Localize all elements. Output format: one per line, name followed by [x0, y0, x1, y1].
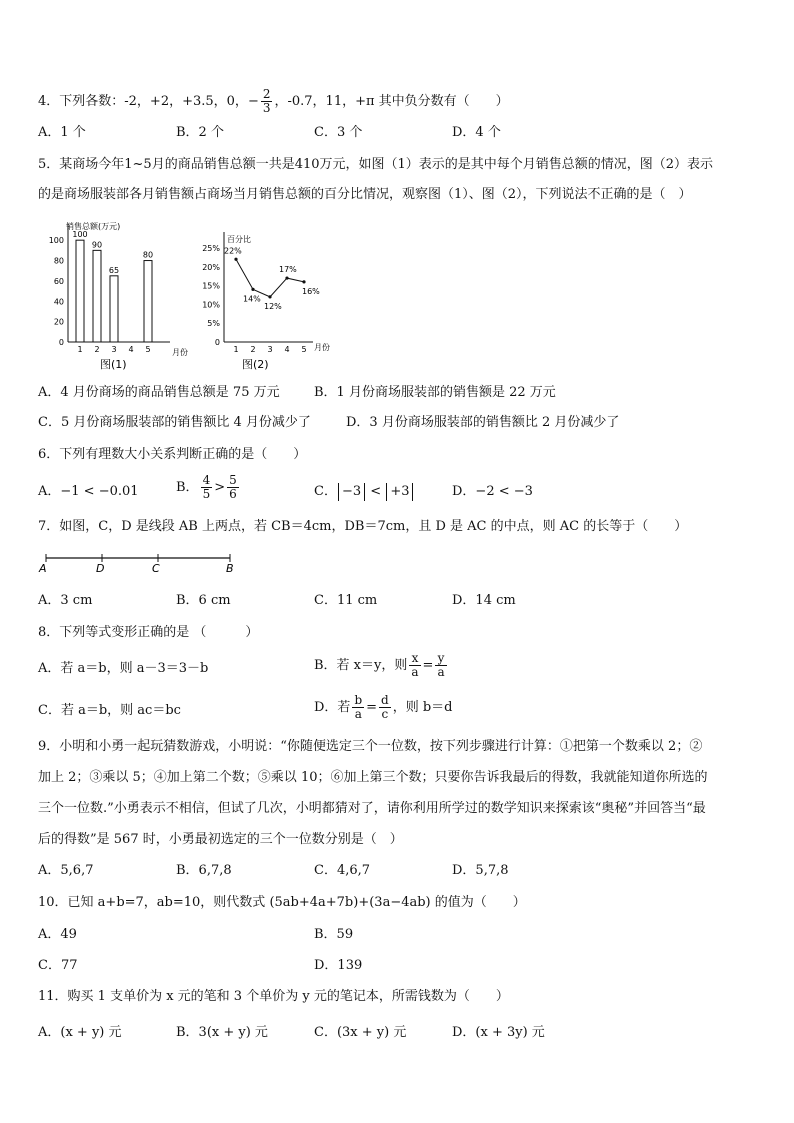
point-d-label: D	[96, 562, 105, 575]
q6-option-c: C． −3 < +3	[314, 483, 414, 501]
data-point	[251, 288, 254, 291]
y-tick-label: 15%	[202, 281, 220, 291]
y-axis-title: 百分比	[227, 235, 251, 244]
q9-option-d: D．5,7,8	[452, 863, 509, 878]
question-5-stem-line2: 的是商场服装部各月销售额占商场当月销售总额的百分比情况，观察图（1）、图（2），下列说法不正确的是（ ）	[38, 187, 692, 202]
q6-option-d: D．−2 < −3	[452, 484, 533, 499]
y-tick-label: 20%	[202, 262, 220, 272]
data-label: 12%	[264, 301, 282, 311]
data-point	[234, 258, 237, 261]
data-label: 65	[108, 265, 120, 275]
q10-option-c: C．77	[38, 958, 78, 973]
segment-diagram	[36, 548, 246, 576]
question-10-stem: 10．已知 a+b=7，ab=10，则代数式 (5ab+4a+7b)+(3a−4ab) 的值为（ ）	[38, 895, 526, 910]
q10-option-a: A．49	[38, 927, 77, 942]
bar	[144, 261, 152, 342]
q5-option-d: D．3 月份商场服装部的销售额比 2 月份减少了	[346, 415, 620, 430]
q9-option-b: B．6,7,8	[176, 863, 232, 878]
point-c-label: C	[152, 562, 160, 575]
q11-option-d: D．(x + 3y) 元	[452, 1025, 545, 1040]
bar	[110, 276, 118, 342]
data-label: 22%	[224, 246, 242, 256]
x-tick-label: 2	[250, 345, 256, 354]
y-tick-label: 0	[58, 338, 64, 347]
q5-option-b: B．1 月份商场服装部的销售额是 22 万元	[314, 385, 556, 400]
point-a-label: A	[39, 562, 47, 575]
x-tick-label: 5	[301, 345, 307, 354]
q8-option-c: C．若 a＝b，则 ac＝bc	[38, 703, 181, 718]
question-11-stem: 11．购买 1 支单价为 x 元的笔和 3 个单价为 y 元的笔记本，所需钱数为（ ）	[38, 989, 509, 1004]
x-tick-label: 3	[111, 345, 117, 354]
chart-caption: 图(1)	[100, 358, 127, 371]
question-9-line1: 9．小明和小勇一起玩猜数游戏，小明说：“你随便选定三个一位数，按下列步骤进行计算：①把第一个数乘以 2；②	[38, 739, 703, 754]
data-label: 80	[142, 250, 154, 260]
y-tick-label: 40	[53, 297, 64, 307]
q8-option-b: B．若 x＝y，则 $\frac{x}{a}$ = $\frac{y}{a}$	[314, 651, 445, 679]
data-point	[302, 280, 305, 283]
x-axis-title: 月份	[172, 348, 188, 357]
q11-option-a: A．(x + y) 元	[38, 1025, 122, 1040]
question-9-line2: 加上 2；③乘以 5；④加上第二个数；⑤乘以 10；⑥加上第三个数；只要你告诉我最后的得数，我就能知道你所选的	[38, 770, 708, 785]
x-tick-label: 4	[128, 345, 134, 354]
x-axis-title: 月份	[314, 343, 330, 352]
question-9-line4: 后的得数”是 567 时，小勇最初选定的三个一位数分别是（ ）	[38, 832, 403, 847]
question-8-stem: 8．下列等式变形正确的是 （ ）	[38, 625, 259, 640]
question-9-line3: 三个一位数.”小勇表示不相信，但试了几次，小明都猜对了，请你利用所学过的数学知识来探索该“奥秘”并回答当“最	[38, 801, 706, 816]
data-point	[285, 276, 288, 279]
q7-option-a: A．3 cm	[38, 593, 93, 608]
x-tick-label: 1	[233, 345, 239, 354]
y-axis-title: 销售总额(万元)	[66, 222, 121, 231]
line-chart-percentage	[198, 226, 348, 376]
data-label: 17%	[279, 265, 297, 275]
q5-option-a: A．4 月份商场的商品销售总额是 75 万元	[38, 385, 280, 400]
x-tick-label: 1	[77, 345, 83, 354]
q11-option-b: B．3(x + y) 元	[176, 1025, 268, 1040]
y-tick-label: 60	[53, 276, 64, 286]
data-label: 16%	[302, 286, 320, 296]
q7-option-d: D．14 cm	[452, 593, 516, 608]
y-tick-label: 100	[48, 236, 64, 246]
point-b-label: B	[226, 562, 234, 575]
q4-option-a: A．1 个	[38, 125, 86, 140]
data-label: 100	[72, 230, 88, 240]
chart-caption: 图(2)	[242, 358, 269, 371]
x-tick-label: 2	[94, 345, 100, 354]
q11-option-c: C．(3x + y) 元	[314, 1025, 407, 1040]
question-7-stem: 7．如图，C，D 是线段 AB 上两点，若 CB＝4cm，DB＝7cm，且 D 是 AC 的中点，则 AC 的长等于（ ）	[38, 519, 688, 534]
y-tick-label: 25%	[202, 244, 220, 253]
q9-option-c: C．4,6,7	[314, 863, 371, 878]
q7-option-b: B．6 cm	[176, 593, 231, 608]
q4-option-c: C．3 个	[314, 125, 363, 140]
q7-option-c: C．11 cm	[314, 593, 378, 608]
x-tick-label: 4	[284, 345, 290, 354]
q4-option-b: B．2 个	[176, 125, 224, 140]
q10-option-d: D．139	[314, 958, 363, 973]
q6-option-b: B． $\frac{4}{5}$ > $\frac{5}{6}$	[176, 473, 237, 501]
q10-option-b: B．59	[314, 927, 354, 942]
q9-option-a: A．5,6,7	[38, 863, 94, 878]
data-point	[268, 295, 271, 298]
y-tick-label: 5%	[207, 319, 220, 329]
bar	[93, 250, 101, 342]
q8-option-d: D．若 $\frac{b}{a}$ = $\frac{d}{c}$ ，则 b＝d	[314, 693, 453, 721]
data-label: 14%	[243, 294, 261, 304]
question-6-stem: 6．下列有理数大小关系判断正确的是（ ）	[38, 447, 307, 462]
bar	[76, 240, 84, 342]
question-5-stem-line1: 5．某商场今年1~5月的商品销售总额一共是410万元，如图（1）表示的是其中每个月销售总额的情况，图（2）表示	[38, 157, 714, 172]
question-4-stem: 4．下列各数：-2，+2，+3.5，0，− $\frac{2}{3}$ ，-0.7，11，+π 其中负分数有（ ）	[38, 87, 509, 115]
x-tick-label: 3	[267, 345, 273, 354]
q6-option-a: A．−1 < −0.01	[38, 484, 139, 499]
q4-option-d: D．4 个	[452, 125, 501, 140]
fraction-two-thirds: $\frac{2}{3}$	[262, 87, 271, 115]
q8-option-a: A．若 a＝b，则 a－3＝3－b	[38, 661, 209, 676]
q5-option-c: C．5 月份商场服装部的销售额比 4 月份减少了	[38, 415, 311, 430]
bar-chart-monthly-sales	[40, 216, 200, 376]
y-tick-label: 80	[53, 256, 64, 266]
y-tick-label: 20	[53, 317, 64, 327]
y-tick-label: 0	[214, 338, 220, 347]
x-tick-label: 5	[145, 345, 151, 354]
y-tick-label: 10%	[202, 300, 220, 310]
data-label: 90	[91, 240, 103, 250]
